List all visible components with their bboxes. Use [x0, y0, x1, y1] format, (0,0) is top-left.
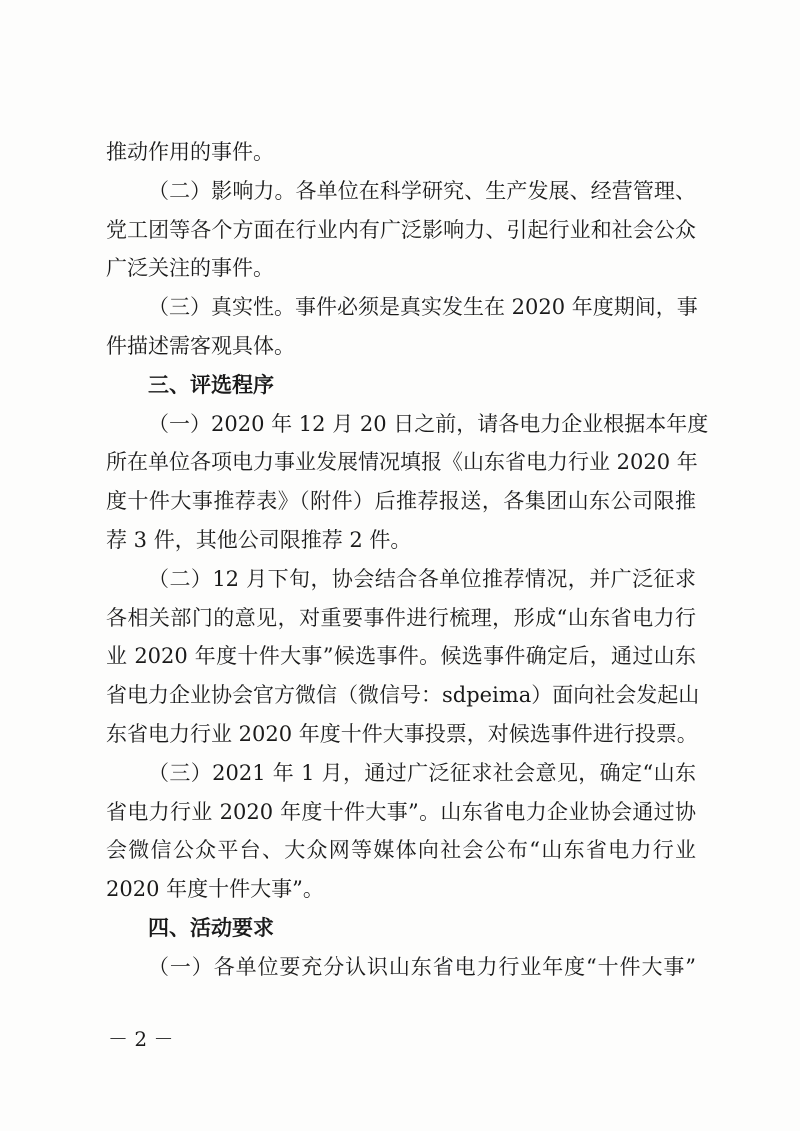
- text-line: 度十件大事推荐表》（附件）后推荐报送，各集团山东公司限推: [106, 489, 696, 514]
- text-line: 业 2020 年度十件大事”候选事件。候选事件确定后，通过山东: [106, 644, 696, 669]
- document-body: [106, 133, 709, 987]
- text-line: 推动作用的事件。: [106, 140, 274, 164]
- paragraph-procedure-1-start: （一）2020 年 12 月 20 日之前，请各电力企业根据本年度: [148, 411, 709, 436]
- paragraph-influence-start: （二）影响力。各单位在科学研究、生产发展、经营管理、: [148, 178, 696, 203]
- page-number: － 2 －: [108, 1027, 174, 1051]
- text-line: 省电力行业 2020 年度十件大事”。山东省电力企业协会通过协: [106, 799, 696, 824]
- section-heading-activity-requirements: 四、活动要求: [148, 915, 274, 940]
- paragraph-procedure-2-start: （二）12 月下旬，协会结合各单位推荐情况，并广泛征求: [148, 566, 696, 591]
- paragraph-authenticity-start: （三）真实性。事件必须是真实发生在 2020 年度期间，事: [148, 295, 698, 320]
- text-line: 省电力企业协会官方微信（微信号：sdpeima）面向社会发起山: [106, 683, 700, 708]
- text-line: 东省电力行业 2020 年度十件大事投票，对候选事件进行投票。: [106, 721, 698, 746]
- paragraph-requirements-1-start: （一）各单位要充分认识山东省电力行业年度“十件大事”: [148, 954, 696, 979]
- text-line: 荐 3 件，其他公司限推荐 2 件。: [106, 527, 412, 552]
- text-line: 党工团等各个方面在行业内有广泛影响力、引起行业和社会公众: [106, 217, 696, 242]
- paragraph-procedure-3-start: （三）2021 年 1 月，通过广泛征求社会意见，确定“山东: [148, 760, 696, 785]
- text-line: 会微信公众平台、大众网等媒体向社会公布“山东省电力行业: [106, 838, 696, 863]
- text-line: 各相关部门的意见，对重要事件进行梳理，形成“山东省电力行: [106, 605, 696, 630]
- text-line: 所在单位各项电力事业发展情况填报《山东省电力行业 2020 年: [106, 450, 698, 475]
- section-heading-selection-procedure: 三、评选程序: [148, 372, 274, 397]
- text-line: 广泛关注的事件。: [106, 256, 274, 281]
- text-line: 件描述需客观具体。: [106, 333, 295, 358]
- text-line: 2020 年度十件大事”。: [106, 877, 324, 902]
